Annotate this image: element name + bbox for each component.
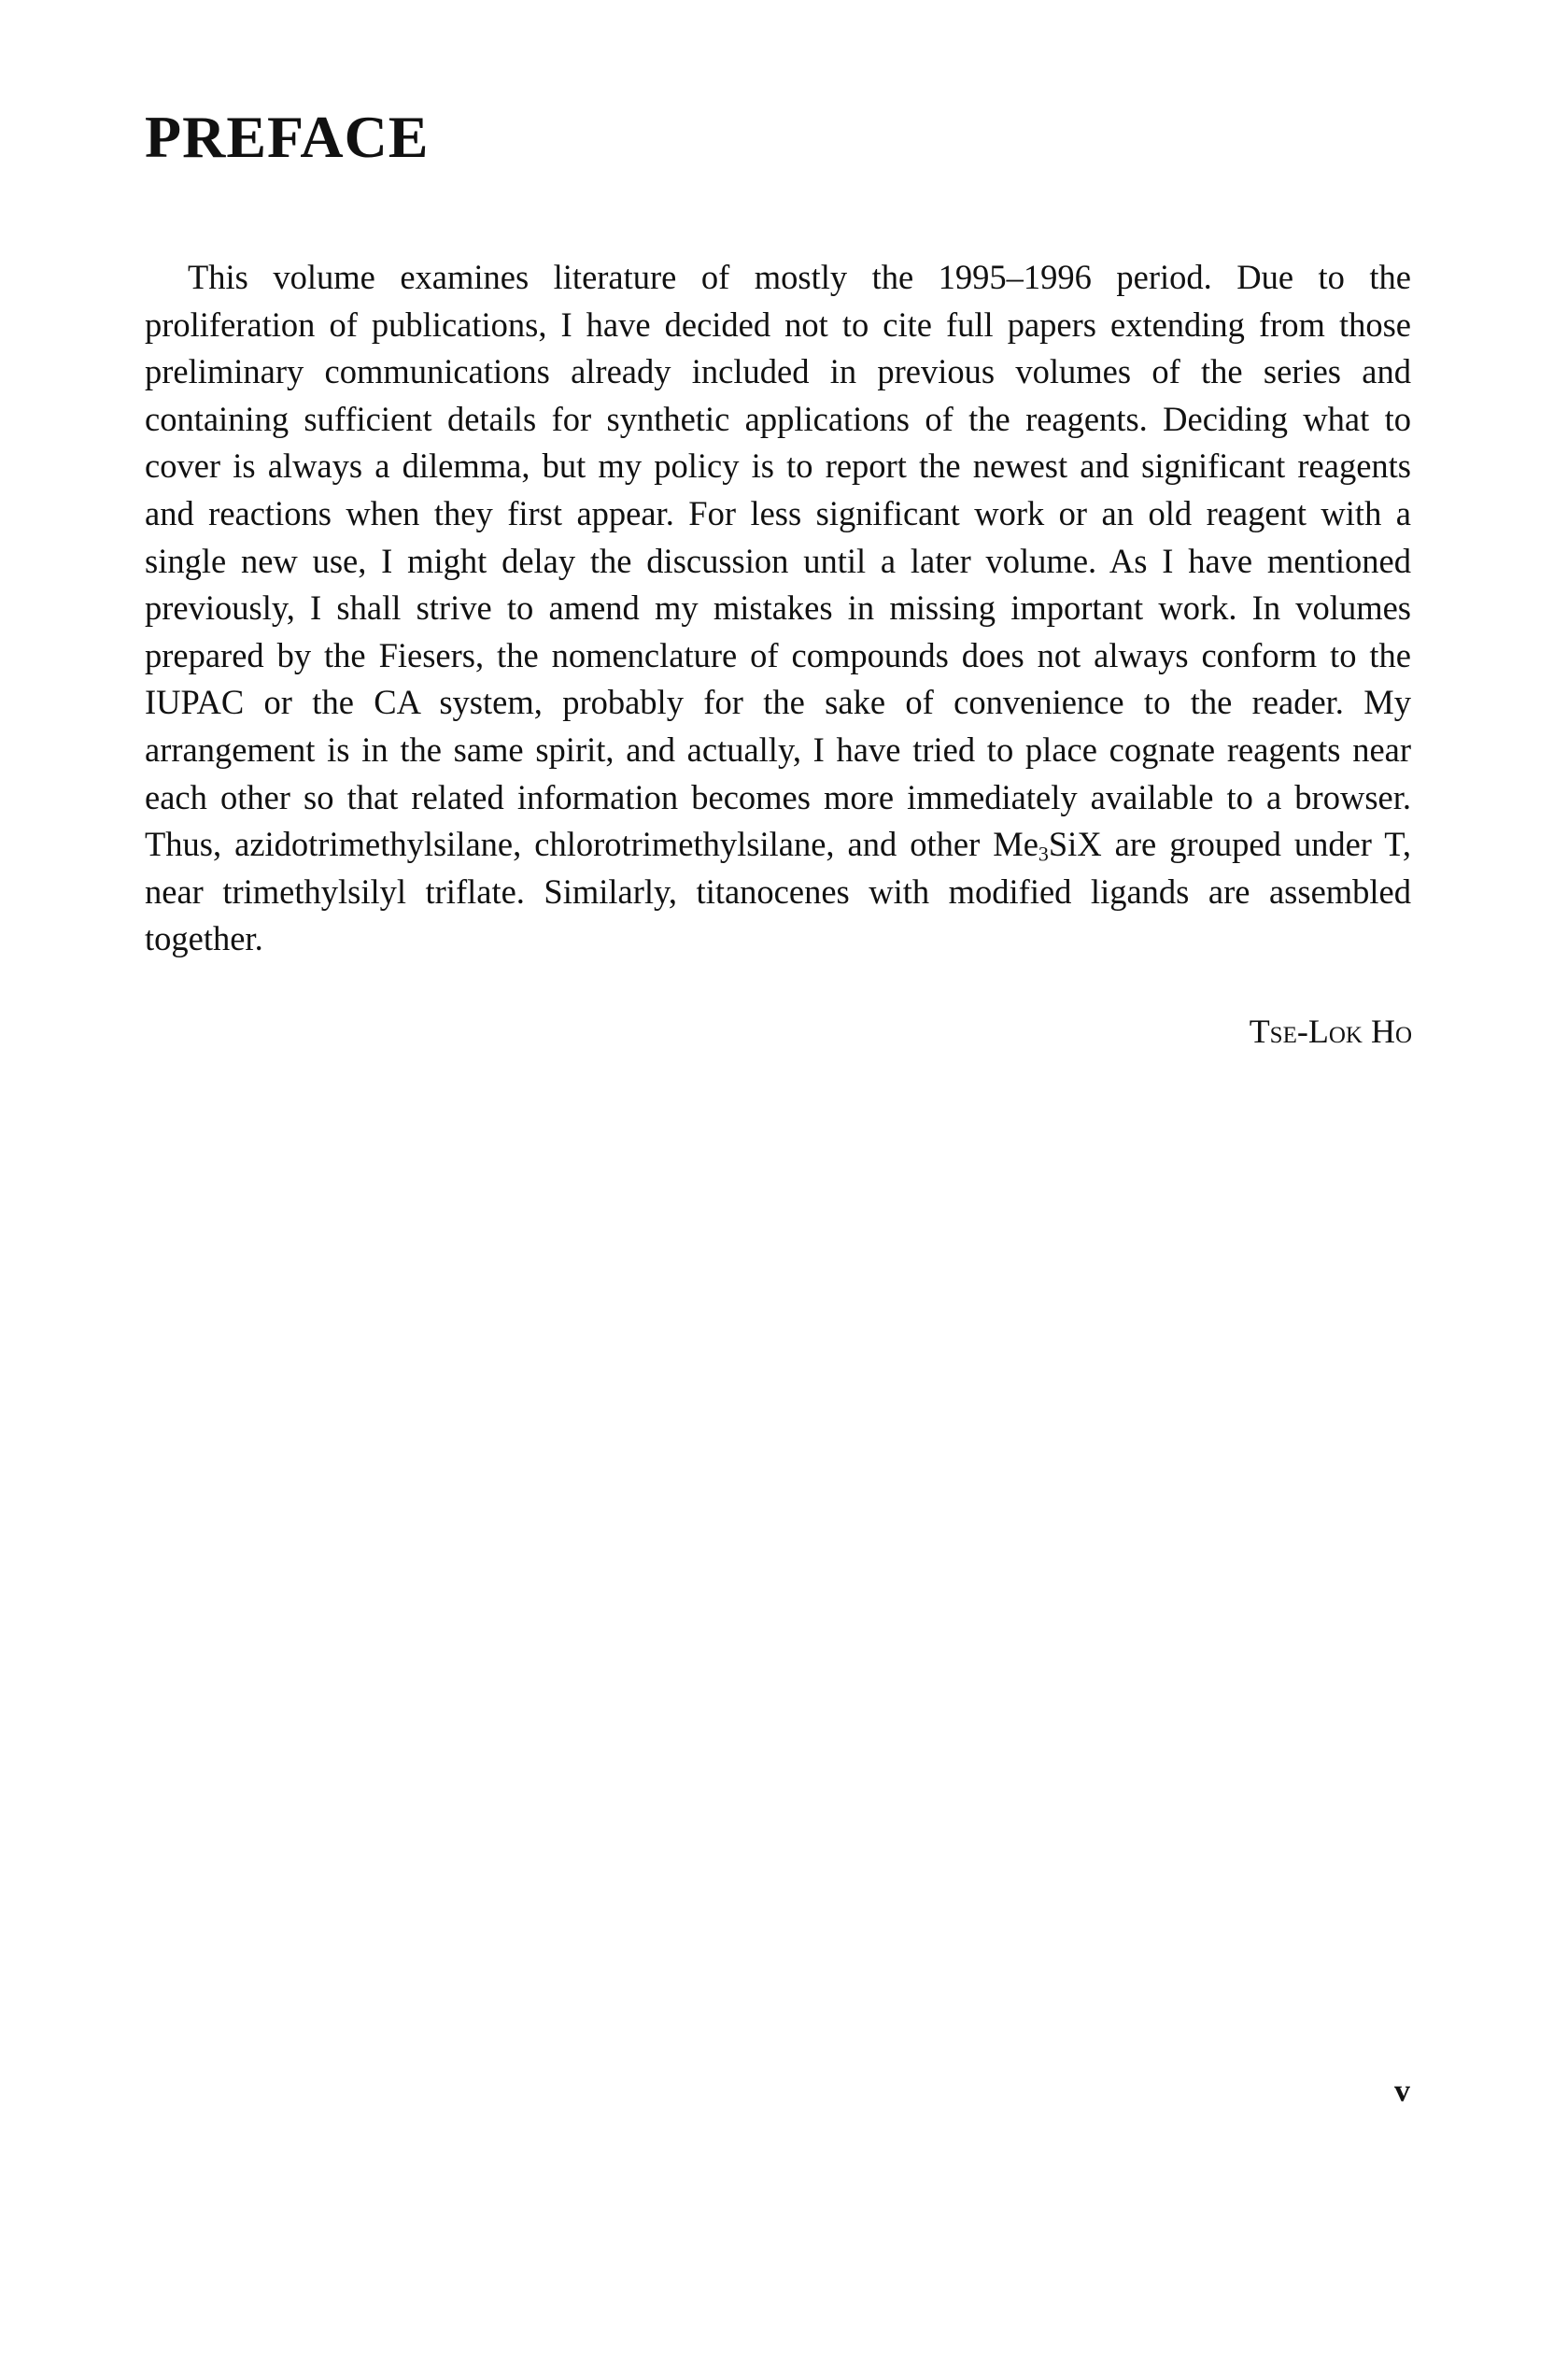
page-number: v xyxy=(1394,2074,1410,2108)
subscript-three: 3 xyxy=(1038,842,1049,866)
preface-text-continued: SiX are grouped under T, near trimethylsilyl triflate. Similarly, titanocenes with modified ligands are assembled together. xyxy=(145,825,1411,958)
preface-text: This volume examines literature of mostly the 1995–1996 period. Due to the proliferation of publications, I have decided not to cite full papers extending from those preliminary communications already included in previous volumes of the series and containing sufficient details for synthetic applications of the reagents. Deciding what to cover is always a dilemma, but my policy is to report the newest and significant reagents and reactions when they first appear. For less significant work or an old reagent with a single new use, I might delay the discussion until a later volume. As I have mentioned previously, I shall strive to amend my mistakes in missing important work. In volumes prepared by the Fiesers, the nomenclature of compounds does not always conform to the IUPAC or the CA system, probably for the sake of convenience to the reader. My arrangement is in the same spirit, and actually, I have tried to place cognate reagents near each other so that related information becomes more immediately available to a browser. Thus, azidotrimethylsilane, chlorotrimethylsilane, and other Me xyxy=(145,258,1411,864)
preface-paragraph xyxy=(145,254,1411,963)
page-title: PREFACE xyxy=(145,104,430,170)
author-signature: Tse-Lok Ho xyxy=(1249,1013,1412,1050)
